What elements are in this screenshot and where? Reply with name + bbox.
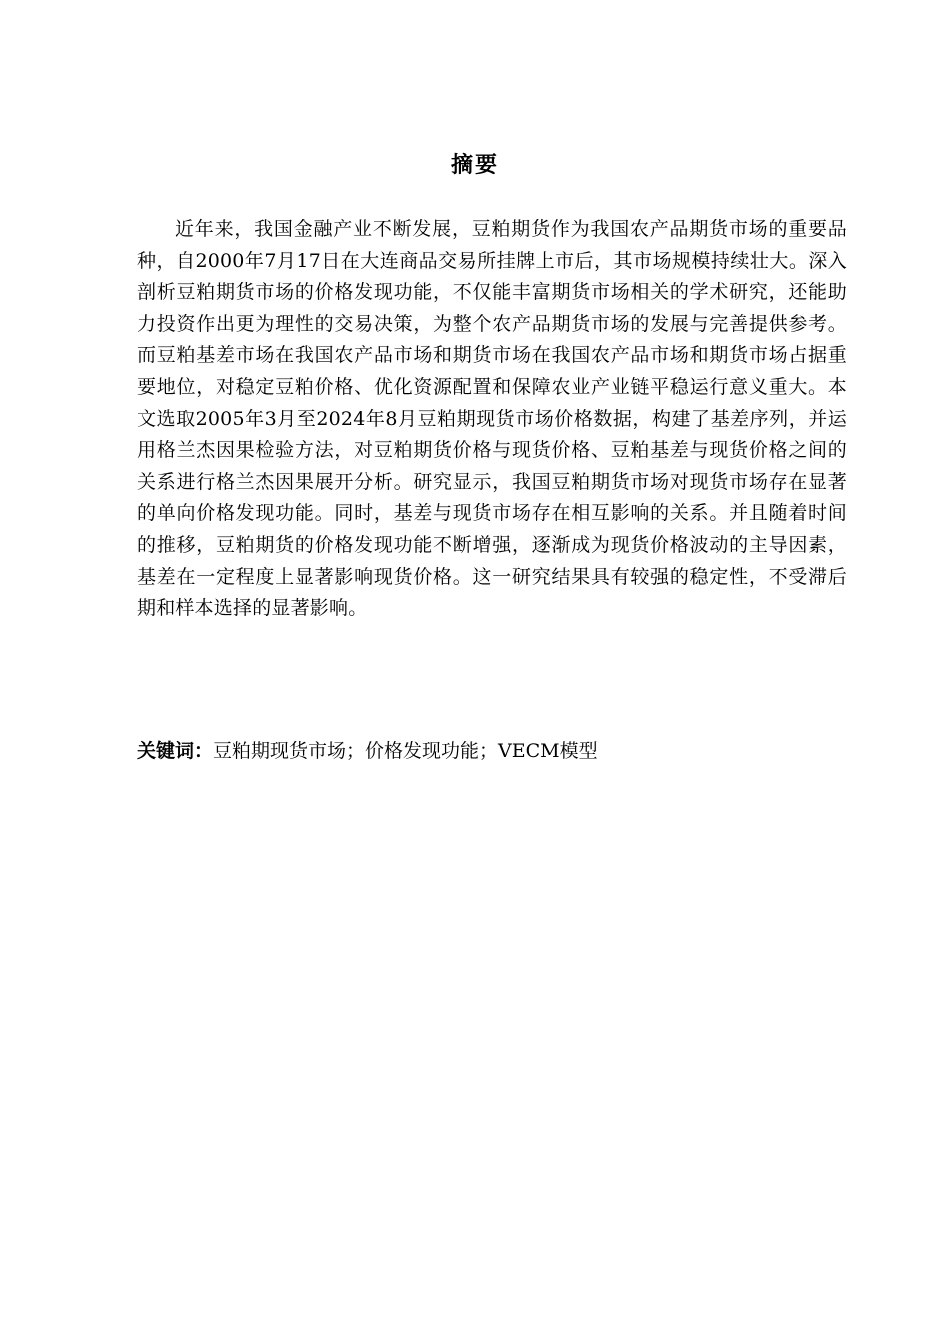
abstract-paragraph: 近年来，我国金融产业不断发展，豆粕期货作为我国农产品期货市场的重要品种，自2000年7月17日在大连商品交易所挂牌上市后，其市场规模持续壮大。深入剖析豆粕期货市场的价格发现功能，不仅能丰富期货市场相关的学术研究，还能助力投资作出更为理性的交易决策，为整个农产品期货市场的发展与完善提供参考。而豆粕基差市场在我国农产品市场和期货市场在我国农产品市场和期货市场占据重要地位，对稳定豆粕价格、优化资源配置和保障农业产业链平稳运行意义重大。本文选取2005年3月至2024年8月豆粕期现货市场价格数据，构建了基差序列，并运用格兰杰因果检验方法，对豆粕期货价格与现货价格、豆粕基差与现货价格之间的关系进行格兰杰因果展开分析。研究显示，我国豆粕期货市场对现货市场存在显著的单向价格发现功能。同时，基差与现货市场存在相互影响的关系。并且随着时间的推移，豆粕期货的价格发现功能不断增强，逐渐成为现货价格波动的主导因素，基差在一定程度上显著影响现货价格。这一研究结果具有较强的稳定性，不受滞后期和样本选择的显著影响。: [137, 218, 847, 620]
keywords-label: 关键词：: [137, 740, 214, 762]
keywords-line: [137, 736, 847, 767]
keywords-text: 豆粕期现货市场；价格发现功能；VECM模型: [213, 740, 598, 762]
abstract-title: 摘要: [450, 153, 499, 178]
